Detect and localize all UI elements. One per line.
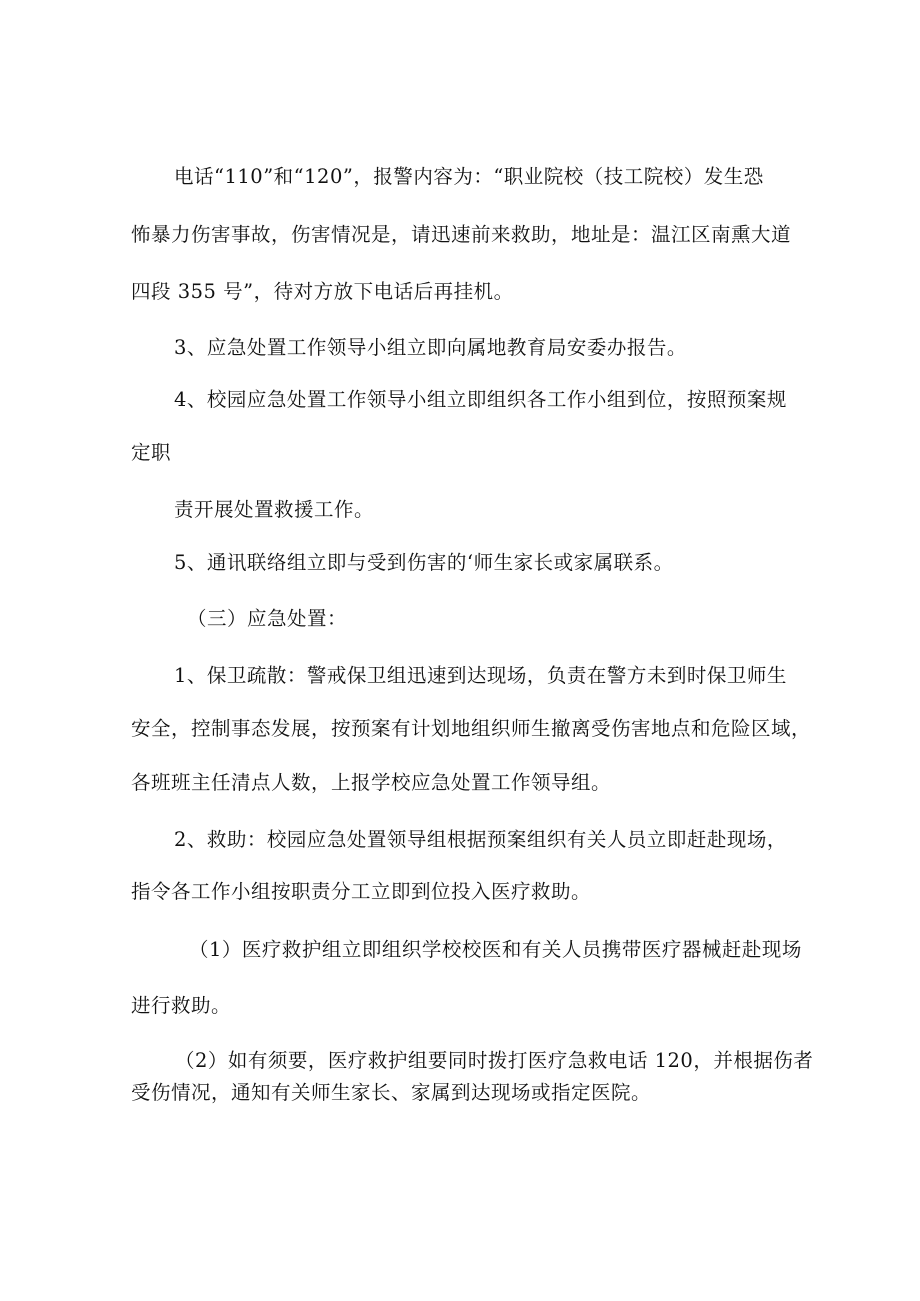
text-line: 受伤情况，通知有关师生家长、家属到达现场或指定医院。 [131, 1081, 652, 1104]
text-line: （2）如有须要，医疗救护组要同时拨打医疗急救电话 120，并根据伤者 [175, 1049, 814, 1072]
text-line: 安全，控制事态发展，按预案有计划地组织师生撤离受伤害地点和危险区域， [131, 717, 812, 740]
text-line: 4、校园应急处置工作领导小组立即组织各工作小组到位，按照预案规 [174, 388, 787, 411]
text-line: 电话“110”和“120”，报警内容为：“职业院校（技工院校）发生恐 [174, 165, 764, 188]
text-line: 各班班主任清点人数，上报学校应急处置工作领导组。 [131, 771, 612, 794]
text-line: 2、救助：校园应急处置领导组根据预案组织有关人员立即赶赴现场， [174, 828, 787, 851]
text-line: 指令各工作小组按职责分工立即到位投入医疗救助。 [131, 880, 592, 903]
text-line: 3、应急处置工作领导小组立即向属地教育局安委办报告。 [174, 336, 687, 359]
text-line: 1、保卫疏散：警戒保卫组迅速到达现场，负责在警方未到时保卫师生 [174, 664, 787, 687]
text-line: 5、通讯联络组立即与受到伤害的‘师生家长或家属联系。 [174, 551, 674, 574]
text-line: 定职 [131, 441, 172, 464]
text-line: 怖暴力伤害事故，伤害情况是，请迅速前来救助，地址是：温江区南熏大道 [131, 223, 792, 246]
text-line: （1）医疗救护组立即组织学校校医和有关人员携带医疗器械赶赴现场 [189, 938, 802, 961]
section-heading: （三）应急处置： [187, 607, 348, 630]
text-line: 进行救助。 [131, 994, 232, 1017]
text-line: 责开展处置救援工作。 [174, 498, 375, 521]
text-line: 四段 355 号”，待对方放下电话后再挂机。 [131, 280, 514, 303]
